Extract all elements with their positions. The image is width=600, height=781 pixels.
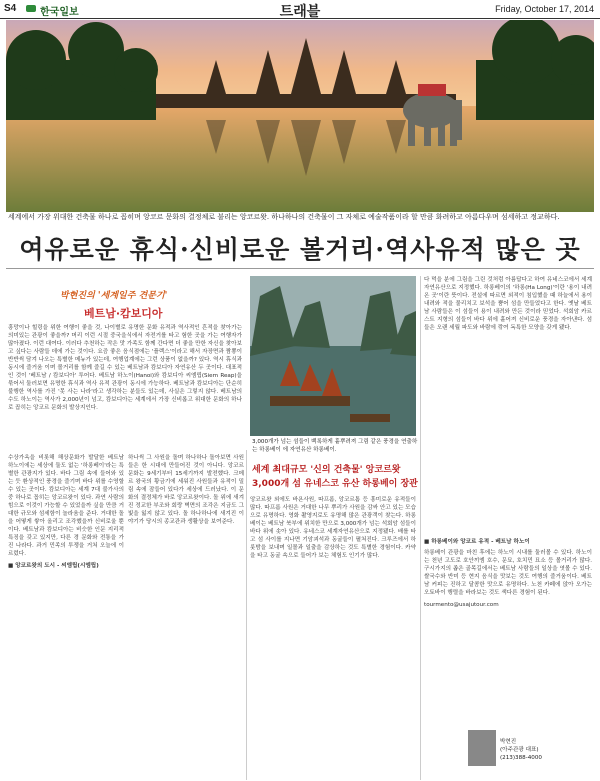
body-column-3: 앙코르왓 외에도 바욘사원, 따프롬, 앙코르톰 등 흥미로운 유적들이 많다. 따프롬 사원은 거대한 나무 뿌리가 사원을 감싸 안고 있는 모습으로 유명하다. 영화 촬영지로도 유명해 많은 관광객이 찾는다. 하롱베이는 베트남 북부에 위치한 만으로 3,000개가 넘는 석회암 섬들이 바다 위에 솟아 있다. 유네스코 세계자연유산으로 지정됐다. 배를 타고 섬 사이를 지나면 기암괴석과 동굴들이 펼쳐진다. 크루즈에서 하룻밤을 보내며 일몰과 일출을 감상하는 것도 특별한 경험이다. 카약을 타고 동굴 속으로 들어가 보는 체험도 인기가 많다. <box>250 497 416 559</box>
author-byline <box>500 738 594 762</box>
body-column-4: 다 먹을 분에 그림을 그린 것처럼 아름답다고 하여 유네스코에서 세계 자연유산으로 지정했다. 하롱베이의 '하롱(Ha Long)'이란 '용이 내려온 곳'이란 뜻이다. 전설에 따르면 외적이 침입했을 때 하늘에서 용이 내려와 적을 물리치고 보석을 뿜어 섬을 만들었다고 한다. 옛날 베트남 사람들은 이 섬들이 용이 내려와 만든 것이라 믿었다. 석회암 카르스트 지형의 섬들이 바다 위에 흩어져 신비로운 풍경을 자아낸다. 섬들은 오랜 세월 파도와 바람에 깎여 독특한 모양을 갖게 됐다. <box>424 277 592 331</box>
newspaper-name: 한국일보 <box>40 7 79 18</box>
body-text: 수상가옥을 비롯해 해상문화가 발달한 베트남 하노이에는 세상에 둘도 없는 '하롱베이'라는 특별한 관광지가 있다. 바다 그림 속에 들어와 있는 듯 환상적인 풍경을 즐기며 바다 위를 수영할 수 있는 곳이다. 캄보디아는 세계 7대 불가사의 중 하나로 꼽히는 앙코르왓이 있다. 과연 사람의 힘으로 이것이 가능할 수 있었을까 싶을 만큼 거대한 규모와 섬세함이 놀라움을 준다. 거대한 돌을 어떻게 쌓아 올리고 조각했을까 신비로울 뿐이다. 베트남과 캄보디아는 비슷한 인문 지리적 특징을 갖고 있지만, 다른 경 문화와 전통을 가진 나라다. 과거 민족의 투쟁을 거쳐 오늘에 이르렀다. <box>8 455 124 557</box>
halong-bay-photo <box>250 276 416 436</box>
subheadline <box>252 463 418 491</box>
author-org: (아주관광 대표) <box>500 747 539 753</box>
issue-date: Friday, October 17, 2014 <box>495 4 594 14</box>
column-divider <box>246 450 247 780</box>
body-column-5 <box>424 538 592 714</box>
divider <box>6 268 594 269</box>
body-text: 하롱베이 관광을 마친 후에는 하노이 시내를 둘러볼 수 있다. 하노이는 천년 고도로 호안끼엠 호수, 문묘, 호치민 묘소 등 볼거리가 많다. 구시가지의 좁은 골목길에서는 베트남 사람들의 일상을 엿볼 수 있다. 쌀국수와 반미 등 현지 음식을 맛보는 것도 여행의 즐거움이다. 베트남 커피는 진하고 달콤한 맛으로 유명하다. 노천 카페에 앉아 오가는 오토바이 행렬을 바라보는 것도 색다른 경험이 된다. <box>424 550 592 596</box>
article-headline: 여유로운 휴식·신비로운 볼거리·역사유적 많은 곳 <box>19 235 581 264</box>
author-email: tourmento@usajutour.com <box>424 602 499 608</box>
subheadline-line-2: 3,000개 섬 유네스코 유산 하롱베이 장관 <box>252 479 418 489</box>
section-title: 트래블 <box>279 3 321 19</box>
page-number: S4 <box>4 3 17 14</box>
inline-subhead: ■ 하롱베이와 앙코르 유적 - 베트남 하노이 <box>424 539 530 545</box>
body-column-2: 하나씩 그 사원을 돌며 하나하나 돌아보면 사원들은 한 시대에 만들어진 것이 아니다. 앙코르 문화는 9세기부터 15세기까지 발전했다. 크메르 왕국의 황금기에 세워진 사원들과 유적이 밀림 속에 잠들어 있다가 세상에 드러났다. 이 문화의 결정체가 바로 앙코르왓이다. 돌 위에 새겨진 정교한 부조와 회랑 벽면의 조각은 지금도 그 빛을 잃지 않고 있다. 돌 하나하나에 새겨진 이야기가 당시의 종교관과 생활상을 보여준다. <box>128 455 244 525</box>
photo-caption: 세계에서 가장 위대한 건축물 하나로 꼽히며 앙코르 문화의 결정체로 불리는 앙코르왓. 하나하나의 건축물이 그 자체로 예술작품이라 할 만큼 화려하고 아름다우며 섬세하고 정교하다. <box>8 213 560 221</box>
column-series-name: 박현진의 '세계일주 견문기' <box>60 291 168 301</box>
subheadline-line-1: 세계 최대규모 '신의 건축물' 앙코르왓 <box>252 465 401 475</box>
destination-label: 베트남·캄보디아 <box>84 307 163 320</box>
author-avatar <box>468 730 496 766</box>
lead-paragraph: 흥망이나 힐링을 위한 여행이 좋을 것, 나이별로 유명한 문화 유적과 역사적인 흔적을 찾아가는 의미있는 관광이 좋을까? 머리 이런 시절 중국을식에서 자전거를 타고 험한 곳을 가는 여행자가 많아졌다. 이런 대여다. 이러다 추천하는 작은 맛 가족도 함께 간다면 더 좋을 만한 자신을 찾아보고 싶다는 사람들 데에 가는 것이다. 요즘 좋은 음식점에는 '플렉스'이라고 해서 자장면과 짬뽕이 반반씩 담겨 나오는 특별한 메뉴가 있는데, 여행업계에는 그런 상품이 없을까? 있다. 역시 휴식과 동시에 즐거움 이며 볼거리를 함께 즐길 수 있는 베트남과 캄보디아 자연유산 두 곳이다. 대표적인 것이 '베트남 / 캄보디아' 투어다. 베트남 하노이(Hanoi)와 캄보디아 씨엠립(Siem Reap)을 묶어서 둘러보면 유명한 휴식과 역사 유적 관광이 동시에 가능하다. 베트남과 캄보디아는 단순히 불행한 역사를 가진 '못 사는 나라'라고 생각하는 분들도 있는데, 사실은 그렇지 않다. 베트남의 수도 하노이는 역사가 2,000년이 넘고, 캄보디아는 세계에서 가장 신비롭고 위대한 문화의 하나로 꼽히는 앙코르 문화의 발상지인다. <box>8 325 242 411</box>
photo2-caption: 3,000개가 넘는 섬들이 백록하게 흩뿌려져 그림 같은 풍경을 연출하는 하롱베이 에 자연유산 하롱베이. <box>252 439 418 453</box>
author-name: 박현진 <box>500 739 517 745</box>
inline-subhead: ■ 앙코르왓의 도시 - 씨엠립(시엠립) <box>8 563 99 569</box>
body-column-1 <box>8 454 124 780</box>
author-phone: (213)388-4000 <box>500 755 542 761</box>
angkor-wat-photo <box>6 20 594 212</box>
column-divider <box>420 276 421 780</box>
